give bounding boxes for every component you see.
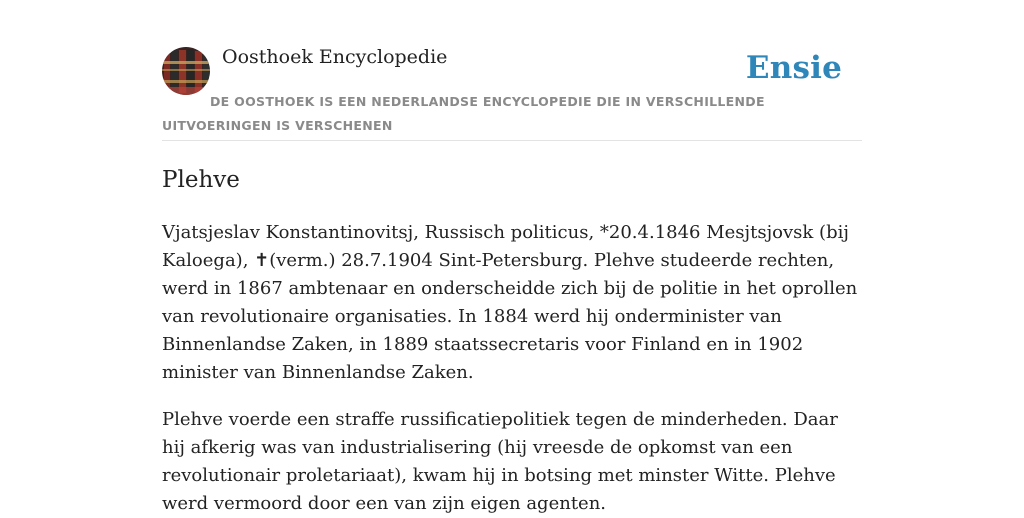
article-paragraph: Vjatsjeslav Konstantinovitsj, Russisch politicus, *20.4.1846 Mesjtsjovsk (bij Kaloega), ✝(verm.) 28.7.1904 Sint-Petersburg. Plehve studeerde rechten, werd in 1867 ambtenaar en onderscheidde zich bij de politie in het oprollen van revolutionaire organisaties. In 1884 werd hij onderminister van Binnenlandse Zaken, in 1889 staatssecretaris voor Finland en in 1902 minister van Binnenlandse Zaken. [162, 222, 858, 383]
article-paragraph: Plehve voerde een straffe russificatiepolitiek tegen de minderheden. Daar hij afkerig was van industrialisering (hij vreesde de opkomst van een revolutionair proletariaat), kwam hij in botsing met minster Witte. Plehve werd vermoord door een van zijn eigen agenten. [162, 409, 838, 514]
article-title: Plehve [162, 167, 240, 193]
site-title[interactable]: Oosthoek Encyclopedie [222, 46, 448, 68]
site-header [162, 0, 862, 141]
brand-logo[interactable]: Ensie [745, 50, 842, 86]
page-container [162, 0, 862, 518]
site-tagline: DE OOSTHOEK IS EEN NEDERLANDSE ENCYCLOPEDIE DIE IN VERSCHILLENDE UITVOERINGEN IS VERSCHENEN [162, 94, 765, 133]
books-icon[interactable] [162, 47, 210, 95]
